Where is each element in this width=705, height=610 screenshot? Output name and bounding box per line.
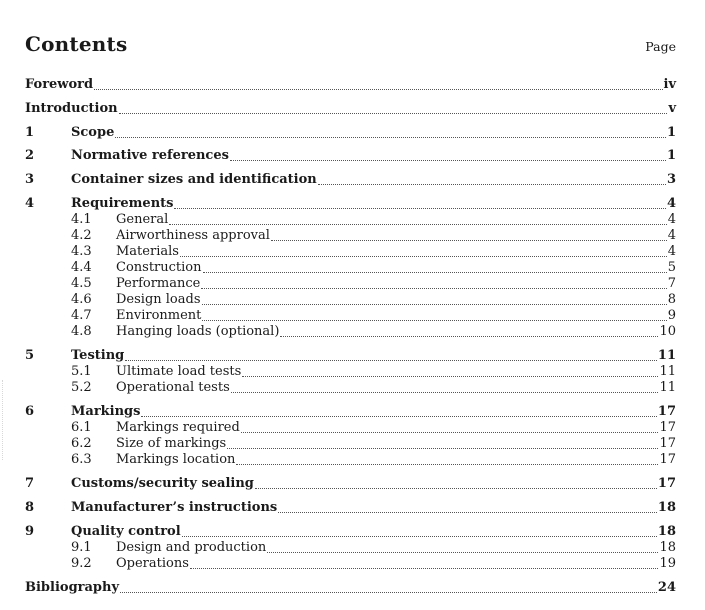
toc-entry-number: 9.1: [71, 540, 92, 555]
toc-entry[interactable]: [25, 324, 676, 340]
toc-entry-label: Operational tests: [116, 380, 230, 395]
dot-leader: [242, 375, 658, 377]
toc-entry-label: Normative references: [71, 148, 229, 163]
toc-entry-number: 4.5: [71, 276, 92, 291]
dot-leader: [227, 447, 658, 449]
toc-entry[interactable]: [25, 404, 676, 420]
toc-entry-number: 4.3: [71, 244, 92, 259]
toc-entry-number: 4.7: [71, 308, 92, 323]
toc-entry-page: 8: [667, 292, 676, 307]
toc-entry[interactable]: [25, 308, 676, 324]
toc-entry[interactable]: [25, 436, 676, 452]
toc-entry-label: Size of markings: [116, 436, 227, 451]
toc-entry-page: 4: [666, 196, 676, 211]
toc-entry-number: 3: [25, 172, 35, 187]
toc-entry[interactable]: [25, 348, 676, 364]
toc-entry[interactable]: [25, 228, 676, 244]
dot-leader: [271, 239, 667, 241]
dot-leader: [241, 431, 659, 433]
dot-leader: [182, 535, 657, 537]
toc-entry-number: 6.2: [71, 436, 92, 451]
toc-entry-page: 18: [657, 500, 676, 515]
dot-leader: [125, 359, 657, 361]
toc-entry-label: General: [116, 212, 169, 227]
toc-entry-number: 8: [25, 500, 35, 515]
toc-entry-label: Foreword: [25, 77, 94, 92]
toc-entry[interactable]: [25, 476, 676, 492]
toc-entry[interactable]: [25, 172, 676, 188]
toc-entry[interactable]: [25, 540, 676, 556]
toc-entry-number: 6: [25, 404, 35, 419]
toc-entry-number: 5: [25, 348, 35, 363]
dot-leader: [174, 207, 665, 209]
dot-leader: [318, 183, 666, 185]
toc-entry[interactable]: [25, 276, 676, 292]
toc-entry-page: 17: [657, 476, 676, 491]
toc-entry-number: 4.2: [71, 228, 92, 243]
toc-entry-page: v: [668, 101, 676, 116]
toc-entry-number: 4.6: [71, 292, 92, 307]
toc-entry[interactable]: [25, 260, 676, 276]
dot-leader: [120, 591, 657, 593]
dot-leader: [94, 88, 662, 90]
toc-entry-number: 2: [25, 148, 35, 163]
toc-entry[interactable]: [25, 101, 676, 117]
toc-entry[interactable]: [25, 148, 676, 164]
toc-entry[interactable]: [25, 125, 676, 141]
dot-leader: [203, 271, 667, 273]
toc-entry-label: Construction: [116, 260, 202, 275]
dot-leader: [201, 287, 666, 289]
toc-entry[interactable]: [25, 364, 676, 380]
toc-entry-number: 9.2: [71, 556, 92, 571]
toc-entry[interactable]: [25, 556, 676, 572]
dot-leader: [141, 415, 656, 417]
toc-entry[interactable]: [25, 380, 676, 396]
dot-leader: [119, 112, 668, 114]
margin-mark: [2, 380, 6, 460]
toc-entry-label: Hanging loads (optional): [116, 324, 280, 339]
toc-entry-label: Performance: [116, 276, 201, 291]
toc-entry-number: 5.1: [71, 364, 92, 379]
toc-entry[interactable]: [25, 500, 676, 516]
toc-entry-label: Ultimate load tests: [116, 364, 242, 379]
toc-entry[interactable]: [25, 196, 676, 212]
toc-entry-page: 18: [659, 540, 676, 555]
dot-leader: [267, 551, 658, 553]
toc-entry-page: 11: [659, 380, 676, 395]
toc-entry-label: Introduction: [25, 101, 118, 116]
toc-entry-number: 6.1: [71, 420, 92, 435]
toc-entry-label: Quality control: [71, 524, 181, 539]
dot-leader: [202, 303, 667, 305]
toc-entry-page: 18: [657, 524, 676, 539]
toc-entry-page: 17: [659, 436, 676, 451]
toc-entry-number: 6.3: [71, 452, 92, 467]
toc-entry-label: Markings location: [116, 452, 236, 467]
toc-entry-label: Customs/security sealing: [71, 476, 254, 491]
toc-entry-number: 4: [25, 196, 35, 211]
toc-entry-number: 4.8: [71, 324, 92, 339]
page-column-header: Page: [645, 39, 676, 54]
toc-page: [25, 0, 676, 610]
toc-entry-label: Airworthiness approval: [116, 228, 270, 243]
toc-entry-page: 9: [667, 308, 676, 323]
toc-entry-page: 17: [657, 404, 676, 419]
toc-entry-label: Operations: [116, 556, 189, 571]
toc-entry-page: 4: [667, 228, 676, 243]
toc-entry-label: Design loads: [116, 292, 201, 307]
toc-entry[interactable]: [25, 292, 676, 308]
toc-entry-page: 1: [666, 125, 676, 140]
dot-leader: [202, 319, 666, 321]
toc-entry-page: 3: [666, 172, 676, 187]
toc-entry-label: Materials: [116, 244, 179, 259]
toc-entry-page: 19: [659, 556, 676, 571]
toc-entry-page: iv: [663, 77, 676, 92]
toc-entry-label: Design and production: [116, 540, 267, 555]
toc-entry-label: Environment: [116, 308, 202, 323]
dot-leader: [115, 136, 666, 138]
dot-leader: [255, 487, 657, 489]
toc-entry-page: 7: [667, 276, 676, 291]
toc-entry-label: Markings: [71, 404, 141, 419]
dot-leader: [236, 463, 658, 465]
page-title: Contents: [25, 32, 128, 56]
toc-entry-page: 1: [666, 148, 676, 163]
toc-entry-page: 4: [667, 212, 676, 227]
toc-entry-page: 11: [657, 348, 676, 363]
toc-entry[interactable]: [25, 212, 676, 228]
toc-entry-page: 10: [659, 324, 676, 339]
toc-entry-number: 4.4: [71, 260, 92, 275]
toc-entry[interactable]: [25, 452, 676, 468]
toc-entry-page: 5: [667, 260, 676, 275]
toc-entry-number: 4.1: [71, 212, 92, 227]
toc-entry-label: Scope: [71, 125, 115, 140]
dot-leader: [190, 567, 659, 569]
dot-leader: [230, 159, 666, 161]
dot-leader: [169, 223, 666, 225]
toc-entry[interactable]: [25, 244, 676, 260]
toc-entry-page: 17: [659, 452, 676, 467]
dot-leader: [231, 391, 659, 393]
toc-entry-label: Markings required: [116, 420, 240, 435]
toc-entry[interactable]: [25, 580, 676, 596]
toc-entry-label: Bibliography: [25, 580, 120, 595]
dot-leader: [280, 335, 658, 337]
toc-entry-number: 1: [25, 125, 35, 140]
toc-entry-page: 17: [659, 420, 676, 435]
toc-entry[interactable]: [25, 524, 676, 540]
toc-entry-label: Container sizes and identification: [71, 172, 317, 187]
toc-entry-page: 4: [667, 244, 676, 259]
toc-entry-label: Manufacturer’s instructions: [71, 500, 278, 515]
toc-entry-number: 7: [25, 476, 35, 491]
toc-entry[interactable]: [25, 77, 676, 93]
toc-entry-page: 24: [657, 580, 676, 595]
toc-entry-number: 9: [25, 524, 35, 539]
toc-entry-label: Requirements: [71, 196, 174, 211]
toc-entry-page: 11: [659, 364, 676, 379]
toc-entry-label: Testing: [71, 348, 125, 363]
toc-entry-number: 5.2: [71, 380, 92, 395]
dot-leader: [278, 511, 657, 513]
dot-leader: [180, 255, 667, 257]
toc-entry[interactable]: [25, 420, 676, 436]
